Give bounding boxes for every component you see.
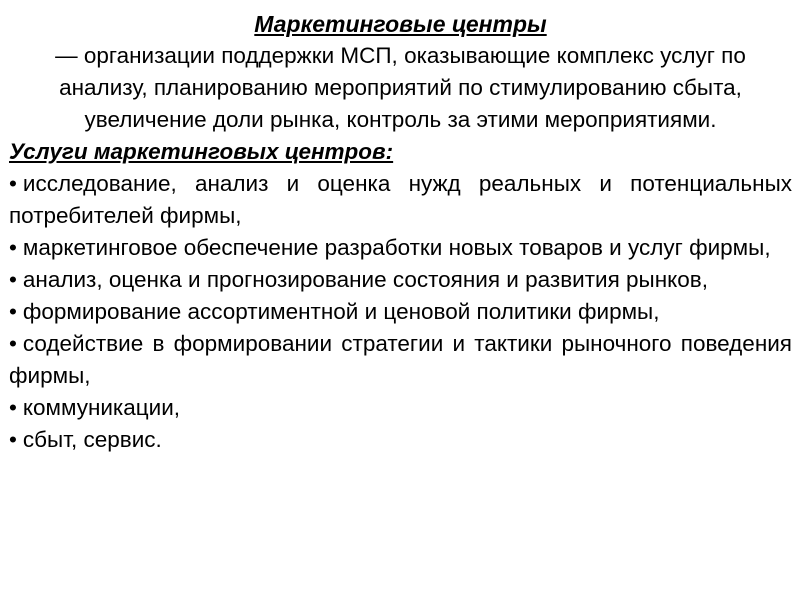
service-item xyxy=(9,232,792,264)
service-item xyxy=(9,168,792,232)
service-item-text: формирование ассортиментной и ценовой политики фирмы, xyxy=(22,299,660,324)
bullet-icon: • xyxy=(9,267,17,292)
service-item xyxy=(9,296,792,328)
bullet-icon: • xyxy=(9,299,17,324)
bullet-icon: • xyxy=(9,331,17,356)
bullet-icon: • xyxy=(9,395,17,420)
bullet-icon: • xyxy=(9,427,17,452)
service-item-text: сбыт, сервис. xyxy=(22,427,162,452)
definition-text: — организации поддержки МСП, оказывающие комплекс услуг по анализу, планированию мероприятий по стимулированию сбыта, увеличение доли рынка, контроль за этими мероприятиями. xyxy=(55,43,746,132)
slide-title: Маркетинговые центры xyxy=(254,11,547,37)
service-item-text: содействие в формировании стратегии и тактики рыночного поведения фирмы, xyxy=(9,331,792,388)
bullet-icon: • xyxy=(9,235,17,260)
service-item-text: исследование, анализ и оценка нужд реальных и потенциальных потребителей фирмы, xyxy=(9,171,792,228)
service-item xyxy=(9,424,792,456)
service-item-text: маркетинговое обеспечение разработки новых товаров и услуг фирмы, xyxy=(22,235,771,260)
service-item xyxy=(9,392,792,424)
bullet-icon: • xyxy=(9,171,17,196)
service-item xyxy=(9,328,792,392)
service-item-text: анализ, оценка и прогнозирование состояния и развития рынков, xyxy=(22,267,708,292)
services-list xyxy=(9,168,792,456)
services-heading: Услуги маркетинговых центров: xyxy=(9,139,394,164)
service-item xyxy=(9,264,792,296)
service-item-text: коммуникации, xyxy=(22,395,181,420)
